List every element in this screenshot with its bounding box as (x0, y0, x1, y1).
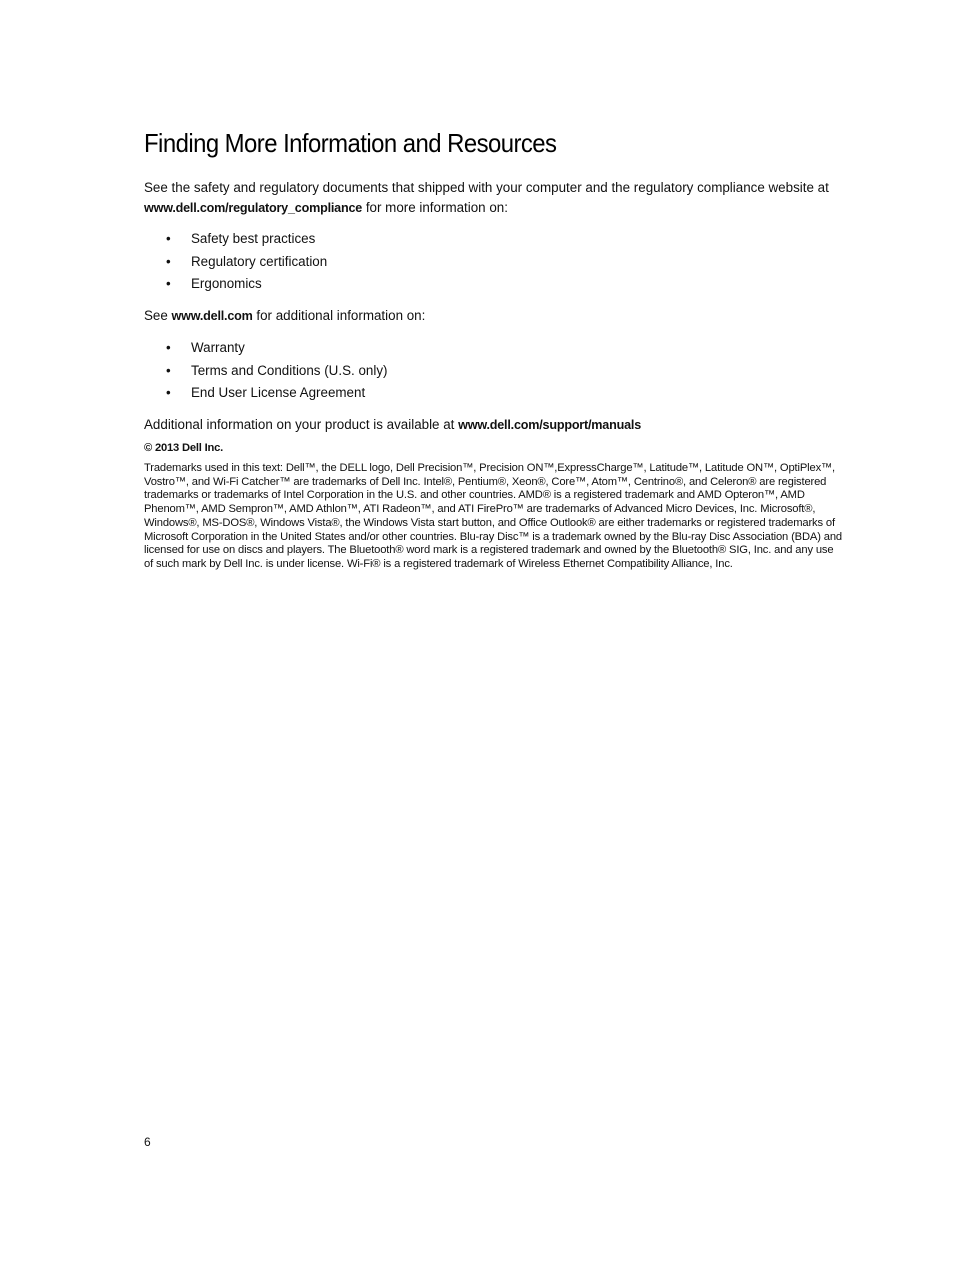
list-item-label: End User License Agreement (191, 385, 366, 400)
bullet-icon: • (166, 231, 171, 246)
list-item (144, 337, 387, 360)
list-item-label: Ergonomics (191, 276, 262, 291)
additional-text: Additional information on your product is available at (144, 417, 459, 432)
bullet-icon: • (166, 276, 171, 291)
bullet-icon: • (166, 362, 171, 378)
bullet-icon: • (166, 385, 171, 400)
list-item (144, 228, 327, 251)
see-prefix: See (144, 308, 172, 323)
list-item (144, 273, 327, 296)
list-item-label: Warranty (191, 340, 245, 355)
copyright-notice: © 2013 Dell Inc. (144, 442, 224, 454)
regulatory-topics-list (144, 228, 327, 296)
support-manuals-link[interactable]: www.dell.com/support/manuals (458, 418, 641, 432)
bullet-icon: • (166, 340, 171, 355)
intro-paragraph (144, 178, 844, 218)
list-item (144, 251, 327, 274)
additional-topics-list (144, 337, 387, 405)
list-item-label: Safety best practices (191, 231, 316, 246)
regulatory-compliance-link[interactable]: www.dell.com/regulatory_compliance (144, 200, 363, 215)
dell-com-link[interactable]: www.dell.com (171, 309, 253, 323)
list-item (144, 360, 387, 383)
see-dell-paragraph (144, 306, 844, 327)
bullet-icon: • (166, 253, 171, 269)
list-item (144, 382, 387, 405)
intro-text: See the safety and regulatory documents that shipped with your computer and the regulatory compliance website at (144, 180, 829, 195)
see-suffix: for additional information on: (252, 308, 426, 323)
page-number: 6 (144, 1135, 151, 1149)
list-item-label: Regulatory certification (191, 253, 328, 269)
trademarks-notice: Trademarks used in this text: Dell™, the DELL logo, Dell Precision™, Precision ON™,ExpressCharge™, Latitude™, Latitude ON™, OptiPlex™, Vostro™, and Wi-Fi Catcher™ are trademarks of Dell Inc. Intel®, Pentium®, Xeon®, Core™, Atom™, Centrino®, and Celeron® are registered trademarks or trademarks of Intel Corporation in the U.S. and other countries. AMD® is a registered trademark and AMD Opteron™, AMD Phenom™, AMD Sempron™, AMD Athlon™, ATI Radeon™, and ATI FirePro™ are trademarks of Advanced Micro Devices, Inc. Microsoft®, Windows®, MS-DOS®, Windows Vista®, the Windows Vista start button, and Office Outlook® are either trademarks or registered trademarks of Microsoft Corporation in the United States and/or other countries. Blu-ray Disc™ is a trademark owned by the Blu-ray Disc Association (BDA) and licensed for use on discs and players. The Bluetooth® word mark is a registered trademark and owned by the Bluetooth® SIG, Inc. and any use of such mark by Dell Inc. is under license. Wi-Fi® is a registered trademark of Wireless Ethernet Compatibility Alliance, Inc. (144, 462, 842, 570)
page-title: Finding More Information and Resources (144, 128, 557, 158)
list-item-label: Terms and Conditions (U.S. only) (191, 362, 388, 378)
additional-info-paragraph (144, 415, 844, 436)
intro-text-after: for more information on: (362, 199, 508, 215)
